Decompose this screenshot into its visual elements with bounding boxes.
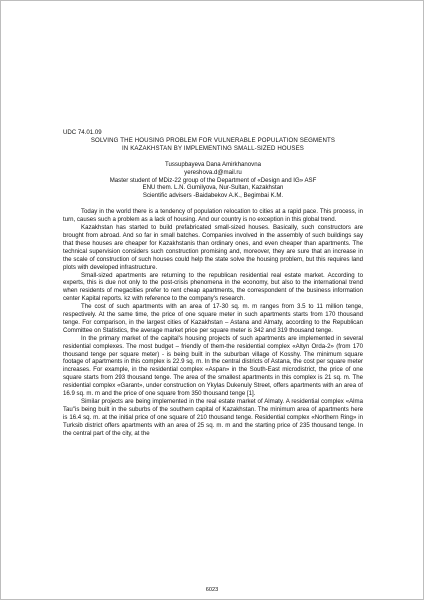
paragraph: Similar projects are being implemented in the real estate market of Almaty. A residential complex «Alma Tau"is being built in the suburbs of the southern capital of Kazakhstan. The minimum area of apartments here is 16.4 sq. m. at the initial price of one square of 210 thousand tenge. Residential complex «Northern Ring» in Turksib district offers apartments with an area of 25 sq. m. m and the starting price of 235 thousand tenge. In the central part of the city, at the	[63, 398, 363, 437]
author-name: Tussupbayeva Dana Amirkhanovna	[165, 160, 261, 168]
author-affiliation: ENU them. L.N. Gumilyova, Nur-Sultan, Kazakhstan	[142, 184, 284, 192]
paragraph: The cost of such apartments with an area of 17-30 sq. m. m ranges from 3.5 to 11 million tenge, respectively. At the same time, the price of one square meter in such apartments starts from 170 thousand tenge. For comparison, in the largest cities of Kazakhstan – Astana and Almaty, according to the Republican Committee on Statistics, the average market price per square meter is 342 and 319 thousand tenge.	[63, 303, 363, 334]
author-position: Master student of MDiz-22 group of the Department of «Design and IG» ASF	[109, 176, 317, 184]
paragraph: Kazakhstan has started to build prefabricated small-sized houses. Basically, such constructors are brought from abroad. And so far in small batches. Companies involved in the assembly of such buildings say that these houses are cheaper for Kazakhstanis than ordinary ones, and even cheaper than apartments. The technical supervision considers such construction promising and, moreover, they are sure that an increase in the scale of construction of such houses could help the state solve the housing problem, but this requires land plots with developed infrastructure.	[63, 224, 363, 271]
page-number: 6023	[205, 587, 219, 593]
paragraph: Today in the world there is a tendency of population relocation to cities at a rapid pace. This process, in turn, causes such a problem as a lack of housing. And our country is no exception in this global trend.	[63, 208, 363, 224]
scientific-advisers: Scientific advisers -Baidabekov A.K., Begimbai K.M.	[142, 192, 284, 200]
page-content	[63, 129, 363, 438]
paragraph: In the primary market of the capital's housing projects of such apartments are implemented in several residential complexes. The most budget – friendly of them-the residential complex «Altyn Orda-2» (from 170 thousand tenge per square meter) - is being built in the suburban village of Kosshy. The minimum square footage of apartments in this complex is 22.9 sq. m. In the central districts of Astana, the cost per square meter increases. For example, in the residential complex «Aspan» in the South-East microdistrict, the price of one square starts from 293 thousand tenge. The area of the smallest apartments in this complex is 21 sq. m. The residential complex «Garant», under construction on Ykylas Dukenuly Street, offers apartments with an area of 16.9 sq. m. m and the price of one square from 350 thousand tenge [1].	[63, 334, 363, 398]
title-line-1: SOLVING THE HOUSING PROBLEM FOR VULNERABLE POPULATION SEGMENTS	[90, 136, 336, 144]
author-email: yereshova.d@mail.ru	[184, 168, 242, 176]
body-text	[63, 208, 363, 437]
udc-code: UDC 74.01.09	[63, 129, 102, 136]
paper-title	[63, 137, 363, 153]
title-line-2: IN KAZAKHSTAN BY IMPLEMENTING SMALL-SIZED HOUSES	[121, 144, 305, 152]
paragraph: Small-sized apartments are returning to the republican residential real estate market. According to experts, this is due not only to the post-crisis phenomena in the economy, but also to the international trend when residents of megacities prefer to rent cheap apartments, the correspondent of the business information center Kapital reports. kz with reference to the company's research.	[63, 271, 363, 303]
author-block	[63, 161, 363, 201]
